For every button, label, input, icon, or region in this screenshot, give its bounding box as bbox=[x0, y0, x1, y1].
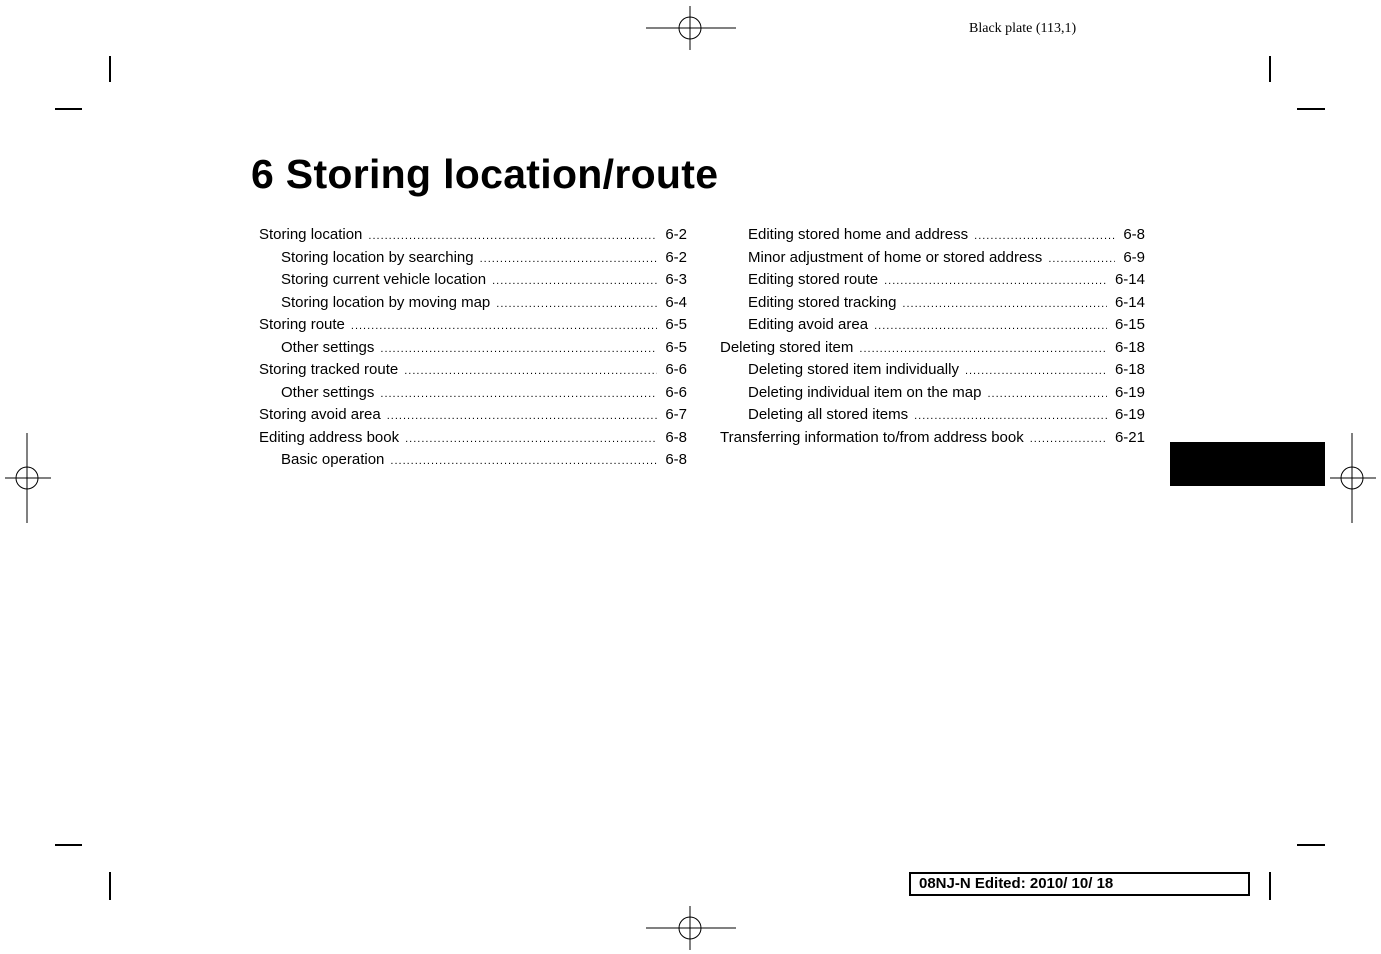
toc-entry-label: Editing avoid area bbox=[748, 316, 869, 333]
toc-entry-label: Storing tracked route bbox=[259, 361, 399, 378]
crop-mark bbox=[55, 844, 82, 846]
crop-mark bbox=[1297, 844, 1325, 846]
toc-entry[interactable] bbox=[259, 406, 687, 429]
toc-leader-dots bbox=[874, 320, 1107, 332]
toc-entry[interactable] bbox=[259, 294, 687, 317]
toc-entry-label: Editing stored tracking bbox=[748, 293, 897, 311]
toc-entry-label: Editing stored route bbox=[748, 271, 879, 288]
toc-entry[interactable] bbox=[720, 406, 1145, 429]
toc-entry[interactable] bbox=[720, 226, 1145, 249]
toc-leader-dots bbox=[902, 298, 1107, 310]
toc-entry-label: Storing location by searching bbox=[281, 248, 474, 266]
toc-entry-page: 6-9 bbox=[1123, 248, 1145, 266]
toc-leader-dots bbox=[496, 298, 657, 310]
toc-entry[interactable] bbox=[720, 271, 1145, 294]
registration-mark-icon bbox=[5, 433, 51, 523]
toc-entry[interactable] bbox=[259, 361, 687, 384]
crop-mark bbox=[109, 56, 111, 82]
toc-entry-label: Editing address book bbox=[259, 428, 400, 446]
edited-stamp: 08NJ-N Edited: 2010/ 10/ 18 bbox=[909, 872, 1250, 896]
toc-entry-label: Transferring information to/from address book bbox=[720, 428, 1024, 446]
plate-label: Black plate (113,1) bbox=[969, 21, 1077, 36]
toc-leader-dots bbox=[387, 410, 658, 422]
chapter-title: 6 Storing location/route bbox=[251, 151, 719, 197]
toc-entry[interactable] bbox=[720, 249, 1145, 272]
toc-entry-page: 6-5 bbox=[665, 316, 687, 333]
toc-entry-page: 6-21 bbox=[1114, 428, 1145, 446]
toc-entry-page: 6-2 bbox=[665, 226, 687, 243]
toc-entry-label: Minor adjustment of home or stored address bbox=[748, 248, 1043, 266]
toc-entry-page: 6-6 bbox=[665, 361, 687, 378]
toc-entry-page: 6-7 bbox=[665, 406, 687, 423]
toc-entry[interactable] bbox=[259, 271, 687, 294]
toc-leader-dots bbox=[368, 230, 657, 242]
toc-entry-page: 6-18 bbox=[1114, 361, 1145, 378]
toc-entry[interactable] bbox=[259, 226, 687, 249]
toc-entry-page: 6-19 bbox=[1114, 383, 1145, 401]
toc-leader-dots bbox=[965, 365, 1107, 377]
toc-entry-page: 6-3 bbox=[665, 271, 687, 288]
toc-entry-page: 6-4 bbox=[665, 293, 687, 311]
toc-leader-dots bbox=[914, 410, 1107, 422]
toc-entry-page: 6-8 bbox=[1123, 226, 1145, 243]
toc-entry-page: 6-15 bbox=[1114, 316, 1145, 333]
crop-mark bbox=[109, 872, 111, 900]
toc-leader-dots bbox=[351, 320, 657, 332]
toc-entry[interactable] bbox=[259, 451, 687, 474]
toc-leader-dots bbox=[859, 343, 1107, 355]
toc-leader-dots bbox=[1030, 433, 1107, 445]
toc-leader-dots bbox=[404, 365, 657, 377]
toc-entry-label: Storing location by moving map bbox=[281, 293, 491, 311]
toc-entry-page: 6-2 bbox=[665, 248, 687, 266]
toc-left-column bbox=[259, 226, 687, 474]
toc-entry-label: Storing current vehicle location bbox=[281, 271, 487, 288]
toc-entry[interactable] bbox=[259, 429, 687, 452]
toc-entry-page: 6-18 bbox=[1114, 338, 1145, 356]
toc-entry-page: 6-6 bbox=[665, 383, 687, 401]
toc-right-column bbox=[720, 226, 1145, 451]
toc-entry[interactable] bbox=[720, 316, 1145, 339]
crop-mark bbox=[1297, 108, 1325, 110]
toc-leader-dots bbox=[380, 343, 657, 355]
toc-entry-label: Editing stored home and address bbox=[748, 226, 969, 243]
toc-entry-page: 6-14 bbox=[1114, 293, 1145, 311]
crop-mark bbox=[1269, 872, 1271, 900]
toc-leader-dots bbox=[987, 388, 1107, 400]
toc-leader-dots bbox=[492, 275, 657, 287]
registration-mark-icon bbox=[646, 6, 736, 50]
toc-entry[interactable] bbox=[720, 429, 1145, 452]
toc-entry-label: Other settings bbox=[281, 338, 375, 356]
toc-leader-dots bbox=[884, 275, 1107, 287]
toc-entry[interactable] bbox=[259, 339, 687, 362]
toc-leader-dots bbox=[480, 253, 658, 265]
toc-leader-dots bbox=[380, 388, 657, 400]
toc-entry[interactable] bbox=[720, 361, 1145, 384]
toc-leader-dots bbox=[1048, 253, 1115, 265]
toc-entry[interactable] bbox=[259, 316, 687, 339]
toc-entry-page: 6-5 bbox=[665, 338, 687, 356]
toc-entry[interactable] bbox=[720, 294, 1145, 317]
toc-entry-label: Other settings bbox=[281, 383, 375, 401]
toc-entry-label: Deleting stored item bbox=[720, 338, 854, 356]
toc-entry-page: 6-8 bbox=[665, 451, 687, 468]
toc-leader-dots bbox=[974, 230, 1115, 242]
crop-mark bbox=[1269, 56, 1271, 82]
registration-mark-icon bbox=[646, 906, 736, 950]
toc-leader-dots bbox=[390, 455, 657, 467]
toc-entry-label: Storing location bbox=[259, 226, 363, 243]
toc-entry[interactable] bbox=[259, 249, 687, 272]
crop-mark bbox=[55, 108, 82, 110]
toc-entry-page: 6-14 bbox=[1114, 271, 1145, 288]
toc-entry[interactable] bbox=[720, 339, 1145, 362]
toc-entry[interactable] bbox=[720, 384, 1145, 407]
chapter-tab bbox=[1170, 442, 1325, 486]
toc-entry-label: Deleting all stored items bbox=[748, 406, 909, 423]
toc-entry-label: Basic operation bbox=[281, 451, 385, 468]
toc-entry[interactable] bbox=[259, 384, 687, 407]
toc-entry-page: 6-19 bbox=[1114, 406, 1145, 423]
toc-entry-label: Storing avoid area bbox=[259, 406, 381, 423]
toc-entry-label: Deleting stored item individually bbox=[748, 361, 959, 378]
toc-entry-label: Deleting individual item on the map bbox=[748, 383, 982, 401]
toc-entry-page: 6-8 bbox=[665, 428, 687, 446]
toc-entry-label: Storing route bbox=[259, 316, 345, 333]
registration-mark-icon bbox=[1330, 433, 1376, 523]
toc-leader-dots bbox=[405, 433, 657, 445]
